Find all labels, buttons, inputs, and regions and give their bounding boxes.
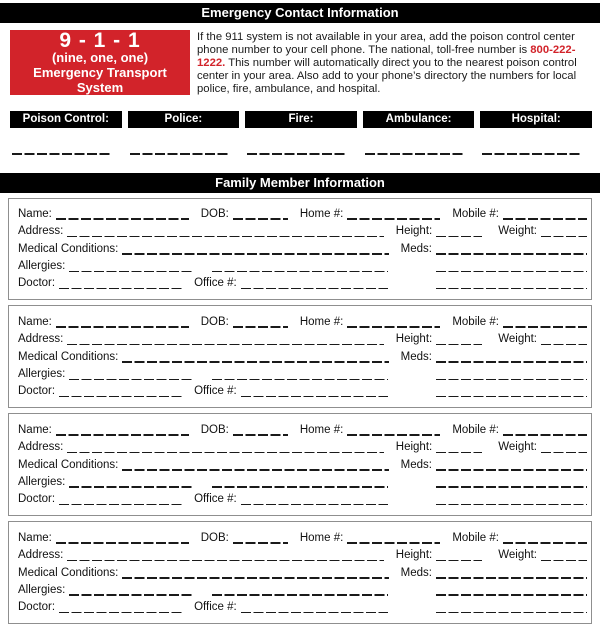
meds-label: Meds: <box>400 566 432 579</box>
doctor-line <box>59 612 182 614</box>
medical-conditions-label: Medical Conditions: <box>18 566 119 579</box>
medical-conditions-label: Medical Conditions: <box>18 458 119 471</box>
poison-control-phone-line <box>12 153 110 155</box>
office-phone-line <box>241 504 388 506</box>
contact-column-poison-control <box>10 111 122 155</box>
address-label: Address: <box>18 549 64 562</box>
medical-conditions-meds-row <box>18 239 587 256</box>
medical-conditions-line <box>122 253 388 255</box>
dob-label: DOB: <box>200 423 229 436</box>
office-phone-label: Office #: <box>194 493 237 506</box>
address-height-weight-row <box>18 546 587 563</box>
home-phone-line <box>347 542 440 544</box>
intro-text-after: This number will automatically direct you to the nearest poison control center in your area. Also add to your phone’s directory the numbers for local police, fire, ambulance, and hospital. <box>197 57 577 95</box>
doctor-label: Doctor: <box>18 601 56 614</box>
address-height-weight-row <box>18 438 587 455</box>
allergies-row <box>18 365 587 382</box>
dob-label: DOB: <box>200 207 229 220</box>
weight-line <box>541 560 587 562</box>
dob-line <box>233 326 288 328</box>
home-phone-line <box>347 434 440 436</box>
allergies-label: Allergies: <box>18 583 66 596</box>
allergies-continuation-line <box>212 486 388 488</box>
dob-line <box>233 542 288 544</box>
doctor-label: Doctor: <box>18 277 56 290</box>
doctor-line <box>59 504 182 506</box>
hospital-label: Hospital: <box>480 111 592 128</box>
allergies-row <box>18 473 587 490</box>
contact-column-ambulance <box>363 111 475 155</box>
name-dob-phones-row <box>18 420 587 437</box>
ambulance-phone-line <box>365 153 463 155</box>
intro-text-before: If the 911 system is not available in your area, add the poison control center phone number to your cell phone. The national, toll-free number is <box>197 31 575 56</box>
emergency-contact-title: Emergency Contact Information <box>201 5 399 20</box>
meds-continuation-line-1 <box>436 271 587 273</box>
medical-conditions-meds-row <box>18 563 587 580</box>
weight-line <box>541 236 587 238</box>
section-header-family-member <box>0 173 600 193</box>
police-label: Police: <box>128 111 240 128</box>
fire-phone-line <box>247 153 345 155</box>
height-label: Height: <box>395 549 433 562</box>
meds-continuation-line-2 <box>436 612 587 614</box>
police-phone-line <box>130 153 228 155</box>
name-dob-phones-row <box>18 528 587 545</box>
medical-conditions-label: Medical Conditions: <box>18 242 119 255</box>
allergies-line <box>69 486 192 488</box>
name-line <box>56 218 189 220</box>
mobile-phone-line <box>503 542 587 544</box>
meds-line <box>436 361 587 363</box>
weight-label: Weight: <box>498 333 537 346</box>
contact-column-fire <box>245 111 357 155</box>
doctor-office-row <box>18 382 587 399</box>
allergies-label: Allergies: <box>18 475 66 488</box>
name-dob-phones-row <box>18 312 587 329</box>
emergency-contacts-row <box>10 111 592 155</box>
home-phone-line <box>347 218 440 220</box>
contact-column-hospital <box>480 111 592 155</box>
emergency-transport-system-label: Emergency Transport System <box>33 65 167 95</box>
height-label: Height: <box>395 441 433 454</box>
mobile-phone-label: Mobile #: <box>452 423 499 436</box>
height-line <box>436 236 482 238</box>
name-label: Name: <box>18 531 52 544</box>
meds-label: Meds: <box>400 458 432 471</box>
medical-conditions-meds-row <box>18 347 587 364</box>
911-emergency-box <box>10 30 190 95</box>
office-phone-label: Office #: <box>194 601 237 614</box>
meds-continuation-line-1 <box>436 594 587 596</box>
meds-continuation-line-1 <box>436 379 587 381</box>
medical-conditions-line <box>122 577 388 579</box>
mobile-phone-line <box>503 326 587 328</box>
meds-line <box>436 577 587 579</box>
top-section <box>10 30 592 96</box>
family-member-block <box>8 305 592 408</box>
allergies-continuation-line <box>212 594 388 596</box>
address-line <box>67 452 383 454</box>
medical-conditions-line <box>122 469 388 471</box>
name-label: Name: <box>18 207 52 220</box>
poison-control-label: Poison Control: <box>10 111 122 128</box>
family-member-blocks <box>8 198 592 625</box>
mobile-phone-label: Mobile #: <box>452 207 499 220</box>
meds-line <box>436 253 587 255</box>
office-phone-label: Office #: <box>194 277 237 290</box>
911-number: 9 - 1 - 1 <box>59 29 141 52</box>
intro-paragraph <box>197 30 592 96</box>
height-line <box>436 344 482 346</box>
allergies-label: Allergies: <box>18 368 66 381</box>
address-height-weight-row <box>18 222 587 239</box>
weight-line <box>541 344 587 346</box>
doctor-office-row <box>18 274 587 291</box>
family-member-block <box>8 521 592 624</box>
address-label: Address: <box>18 225 64 238</box>
home-phone-label: Home #: <box>299 531 344 544</box>
name-label: Name: <box>18 315 52 328</box>
weight-label: Weight: <box>498 549 537 562</box>
office-phone-line <box>241 288 388 290</box>
family-member-title: Family Member Information <box>215 174 385 190</box>
meds-continuation-line-2 <box>436 288 587 290</box>
medical-conditions-line <box>122 361 388 363</box>
mobile-phone-label: Mobile #: <box>452 315 499 328</box>
meds-continuation-line-2 <box>436 504 587 506</box>
address-line <box>67 236 383 238</box>
office-phone-label: Office #: <box>194 385 237 398</box>
address-line <box>67 344 383 346</box>
allergies-row <box>18 581 587 598</box>
meds-continuation-line-2 <box>436 396 587 398</box>
doctor-line <box>59 396 182 398</box>
name-line <box>56 434 189 436</box>
name-dob-phones-row <box>18 205 587 222</box>
911-number-words: (nine, one, one) <box>51 50 149 65</box>
weight-label: Weight: <box>498 441 537 454</box>
allergies-line <box>69 594 192 596</box>
meds-continuation-line-1 <box>436 486 587 488</box>
doctor-office-row <box>18 490 587 507</box>
weight-label: Weight: <box>498 225 537 238</box>
home-phone-label: Home #: <box>299 315 344 328</box>
weight-line <box>541 452 587 454</box>
contact-column-police <box>128 111 240 155</box>
family-member-block <box>8 413 592 516</box>
fire-label: Fire: <box>245 111 357 128</box>
address-height-weight-row <box>18 330 587 347</box>
allergies-continuation-line <box>212 379 388 381</box>
dob-line <box>233 218 288 220</box>
dob-line <box>233 434 288 436</box>
name-line <box>56 326 189 328</box>
doctor-label: Doctor: <box>18 493 56 506</box>
emergency-contact-form <box>0 3 600 624</box>
meds-label: Meds: <box>400 242 432 255</box>
dob-label: DOB: <box>200 315 229 328</box>
section-header-emergency-contact <box>0 3 600 23</box>
hospital-phone-line <box>482 153 580 155</box>
mobile-phone-line <box>503 218 587 220</box>
mobile-phone-label: Mobile #: <box>452 531 499 544</box>
meds-line <box>436 469 587 471</box>
height-label: Height: <box>395 333 433 346</box>
home-phone-label: Home #: <box>299 207 344 220</box>
allergies-line <box>69 271 192 273</box>
address-label: Address: <box>18 333 64 346</box>
doctor-line <box>59 288 182 290</box>
office-phone-line <box>241 396 388 398</box>
name-label: Name: <box>18 423 52 436</box>
meds-label: Meds: <box>400 350 432 363</box>
allergies-row <box>18 257 587 274</box>
office-phone-line <box>241 612 388 614</box>
family-member-block <box>8 198 592 301</box>
home-phone-label: Home #: <box>299 423 344 436</box>
doctor-office-row <box>18 598 587 615</box>
medical-conditions-label: Medical Conditions: <box>18 350 119 363</box>
allergies-continuation-line <box>212 271 388 273</box>
allergies-label: Allergies: <box>18 260 66 273</box>
dob-label: DOB: <box>200 531 229 544</box>
home-phone-line <box>347 326 440 328</box>
doctor-label: Doctor: <box>18 385 56 398</box>
medical-conditions-meds-row <box>18 455 587 472</box>
poison-control-phone-number: 800-222-1222. <box>197 44 576 69</box>
name-line <box>56 542 189 544</box>
height-label: Height: <box>395 225 433 238</box>
allergies-line <box>69 379 192 381</box>
address-label: Address: <box>18 441 64 454</box>
height-line <box>436 560 482 562</box>
mobile-phone-line <box>503 434 587 436</box>
ambulance-label: Ambulance: <box>363 111 475 128</box>
height-line <box>436 452 482 454</box>
address-line <box>67 560 383 562</box>
